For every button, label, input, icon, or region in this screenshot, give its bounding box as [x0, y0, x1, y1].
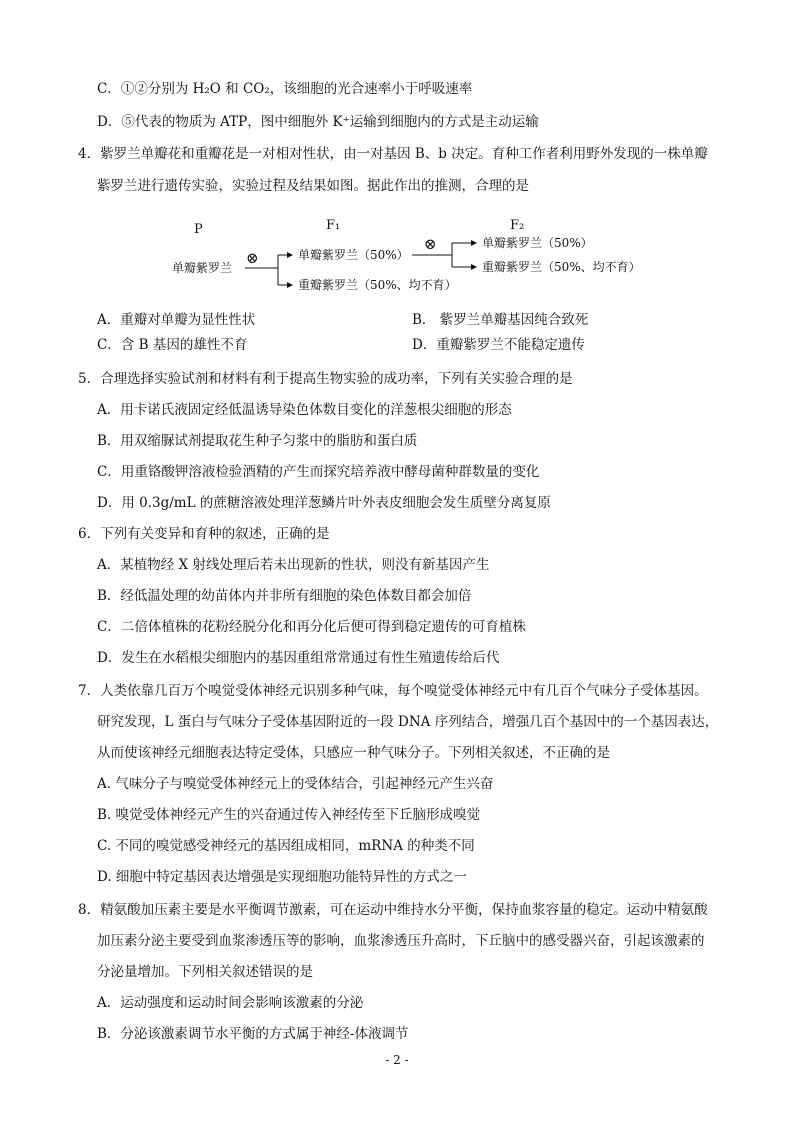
label-f2: F₂ — [510, 218, 525, 233]
q8-option-a: A．运动强度和运动时间会影响该激素的分泌 — [97, 995, 364, 1011]
q6-option-c: C．二倍体植株的花粉经脱分化和再分化后便可得到稳定遗传的可育植株 — [97, 619, 526, 635]
q7-option-a: A. 气味分子与嗅觉受体神经元上的受体结合，引起神经元产生兴奋 — [97, 776, 494, 792]
q7-option-c: C. 不同的嗅觉感受神经元的基因组成相同，mRNA 的种类不同 — [97, 838, 475, 854]
q8-stem-line3: 分泌量增加。下列相关叙述错误的是 — [97, 964, 313, 980]
q6-option-d: D．发生在水稻根尖细胞内的基因重组常常通过有性生殖遗传给后代 — [97, 650, 500, 666]
q7-option-d: D. 细胞中特定基因表达增强是实现细胞功能特异性的方式之一 — [97, 869, 467, 885]
cross-diagram — [160, 213, 660, 303]
q8-stem-line2: 加压素分泌主要受到血浆渗透压等的影响，血浆渗透压升高时，下丘脑中的感受器兴奋，引起该激素的 — [97, 933, 705, 949]
q7-stem-line1: 7．人类依靠几百万个嗅觉受体神经元识别多种气味，每个嗅觉受体神经元中有几百个气味分子受体基因。 — [78, 683, 708, 699]
q5-option-b: B．用双缩脲试剂提取花生种子匀浆中的脂肪和蛋白质 — [97, 433, 418, 449]
q5-option-d: D．用 0.3g/mL 的蔗糖溶液处理洋葱鳞片叶外表皮细胞会发生质壁分离复原 — [97, 495, 551, 511]
f1-single-petal: 单瓣紫罗兰（50%） — [298, 248, 409, 262]
q6-option-b: B．经低温处理的幼苗体内并非所有细胞的染色体数目都会加倍 — [97, 588, 472, 604]
label-p: P — [194, 222, 203, 237]
q4-option-c: C．含 B 基因的雄性不育 — [97, 337, 248, 353]
q4-option-b: B． 紫罗兰单瓣基因纯合致死 — [412, 312, 589, 328]
q7-option-b: B. 嗅觉受体神经元产生的兴奋通过传入神经传至下丘脑形成嗅觉 — [97, 807, 481, 823]
q4-option-a: A．重瓣对单瓣为显性性状 — [97, 312, 256, 328]
q4-option-d: D．重瓣紫罗兰不能稳定遗传 — [412, 337, 585, 353]
self-cross-symbol-2: ⊗ — [424, 235, 437, 253]
page-number: - 2 - — [385, 1053, 409, 1067]
q6-option-a: A．某植物经 X 射线处理后若未出现新的性状，则没有新基因产生 — [97, 557, 490, 573]
q3-option-c: C．①②分别为 H₂O 和 CO₂，该细胞的光合速率小于呼吸速率 — [97, 81, 473, 97]
q4-stem-line2: 紫罗兰进行遗传实验，实验过程及结果如图。据此作出的推测，合理的是 — [97, 178, 529, 194]
q7-stem-line2: 研究发现，L 蛋白与气味分子受体基因附近的一段 DNA 序列结合，增强几百个基因中的一个基因表达， — [97, 714, 719, 730]
q4-stem-line1: 4．紫罗兰单瓣花和重瓣花是一对相对性状，由一对基因 B、b 决定。育种工作者利用野外发现的一株单瓣 — [78, 146, 708, 162]
q5-option-a: A．用卡诺氏液固定经低温诱导染色体数目变化的洋葱根尖细胞的形态 — [97, 402, 512, 418]
q7-stem-line3: 从而使该神经元细胞表达特定受体，只感应一种气味分子。下列相关叙述，不正确的是 — [97, 745, 610, 761]
q5-stem: 5．合理选择实验试剂和材料有利于提高生物实验的成功率，下列有关实验合理的是 — [78, 371, 573, 387]
q5-option-c: C．用重铬酸钾溶液检验酒精的产生而探究培养液中酵母菌种群数量的变化 — [97, 464, 540, 480]
f1-double-petal: 重瓣紫罗兰（50%、均不育） — [298, 278, 457, 292]
q6-stem: 6．下列有关变异和育种的叙述，正确的是 — [78, 526, 330, 542]
parent-single-petal: 单瓣紫罗兰 — [172, 261, 233, 275]
label-f1: F₁ — [326, 218, 341, 233]
f2-single-petal: 单瓣紫罗兰（50%） — [482, 236, 593, 250]
q8-option-b: B．分泌该激素调节水平衡的方式属于神经-体液调节 — [97, 1026, 409, 1042]
f2-double-petal: 重瓣紫罗兰（50%、均不育） — [482, 260, 641, 274]
self-cross-symbol-1: ⊗ — [246, 249, 259, 267]
q3-option-d: D．⑤代表的物质为 ATP，图中细胞外 K⁺运输到细胞内的方式是主动运输 — [97, 114, 539, 130]
q8-stem-line1: 8．精氨酸加压素主要是水平衡调节激素，可在运动中维持水分平衡，保持血浆容量的稳定。运动中精氨酸 — [78, 902, 708, 918]
